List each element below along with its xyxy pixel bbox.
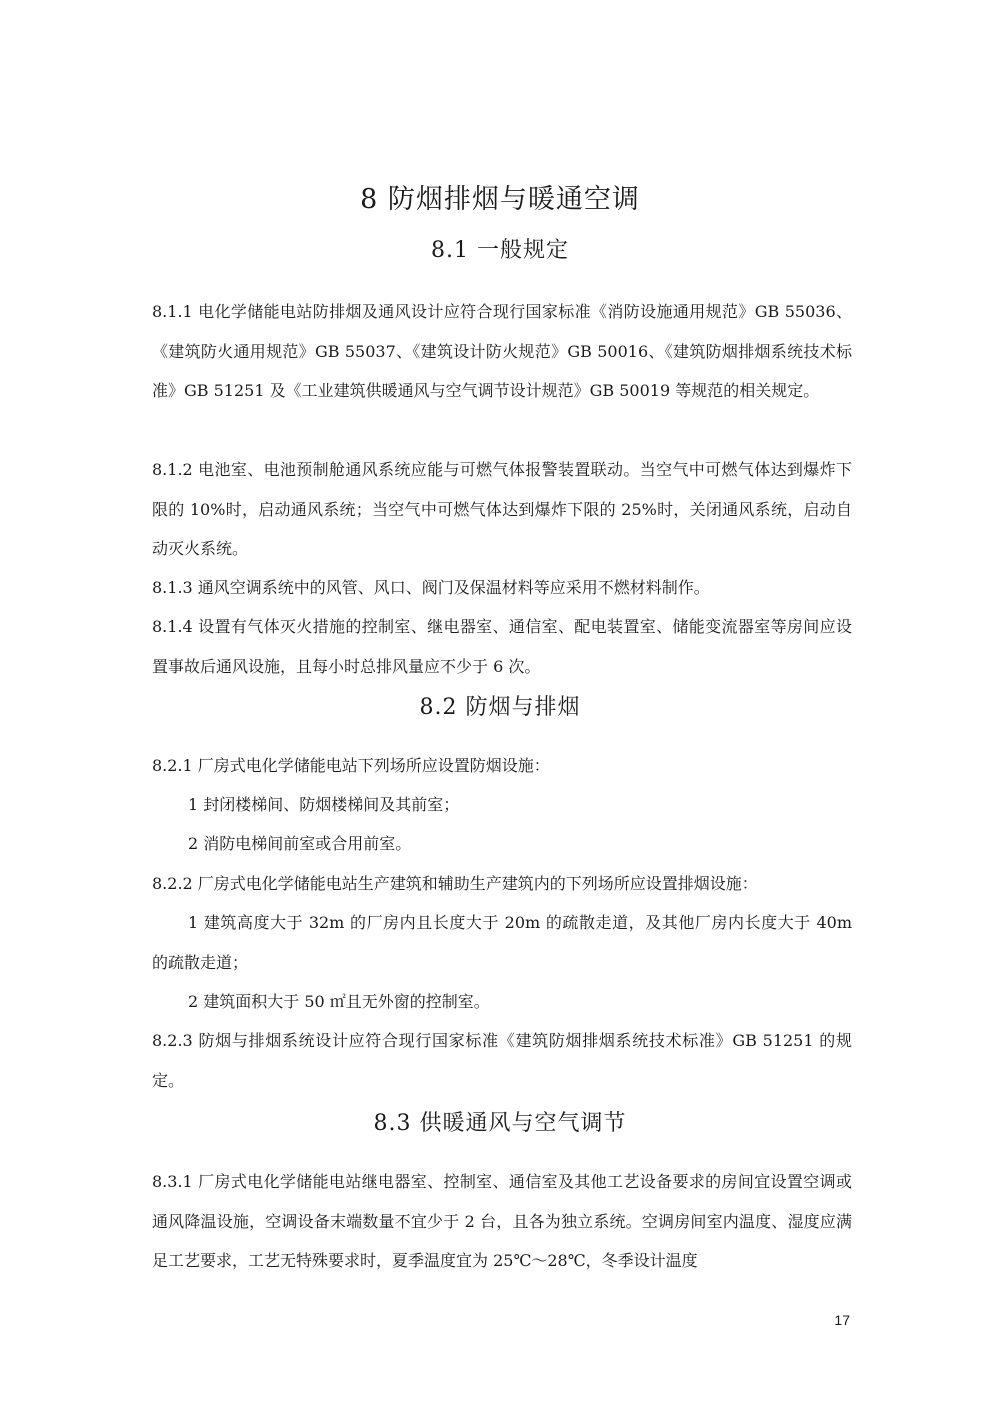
page-number: 17 [834,1312,850,1328]
section-title-8-2: 8.2 防烟与排烟 [419,695,581,720]
clause-8-2-1-item-2: 2 消防电梯间前室或合用前室。 [188,834,412,853]
clause-8-1-3: 8.1.3 通风空调系统中的风管、风口、阀门及保温材料等应采用不燃材料制作。 [152,578,710,597]
clause-8-1-2: 8.1.2 电池室、电池预制舱通风系统应能与可燃气体报警装置联动。当空气中可燃气体达到爆炸下限的 10%时，启动通风系统；当空气中可燃气体达到爆炸下限的 25%时，关闭通风系统，启动自动灭火系统。 [152,460,852,558]
clause-8-2-3: 8.2.3 防烟与排烟系统设计应符合现行国家标准《建筑防烟排烟系统技术标准》GB 51251 的规定。 [152,1031,852,1090]
section-title-8-3: 8.3 供暖通风与空气调节 [373,1111,627,1136]
clause-8-1-1: 8.1.1 电化学储能电站防排烟及通风设计应符合现行国家标准《消防设施通用规范》GB 55036、《建筑防火通用规范》GB 55037、《建筑设计防火规范》GB 50016、《建筑防烟排烟系统技术标准》GB 51251 及《工业建筑供暖通风与空气调节设计规范》GB 50019 等规范的相关规定。 [152,302,852,400]
clause-8-3-1: 8.3.1 厂房式电化学储能电站继电器室、控制室、通信室及其他工艺设备要求的房间宜设置空调或通风降温设施，空调设备末端数量不宜少于 2 台，且各为独立系统。空调房间室内温度、湿度应满足工艺要求，工艺无特殊要求时，夏季温度宜为 25℃～28℃，冬季设计温度 [152,1172,852,1270]
clause-8-1-4: 8.1.4 设置有气体灭火措施的控制室、继电器室、通信室、配电装置室、储能变流器室等房间应设置事故后通风设施，且每小时总排风量应不少于 6 次。 [152,617,852,676]
clause-8-2-2-item-1: 1 建筑高度大于 32m 的厂房内且长度大于 20m 的疏散走道，及其他厂房内长度大于 40m 的疏散走道； [152,913,852,972]
clause-8-2-2-item-2: 2 建筑面积大于 50 ㎡且无外窗的控制室。 [188,992,490,1011]
chapter-title: 8 防烟排烟与暖通空调 [360,184,640,215]
section-title-8-1: 8.1 一般规定 [431,238,569,263]
clause-8-2-2: 8.2.2 厂房式电化学储能电站生产建筑和辅助生产建筑内的下列场所应设置排烟设施： [152,874,758,893]
clause-8-2-1-item-1: 1 封闭楼梯间、防烟楼梯间及其前室； [188,795,460,814]
clause-8-2-1: 8.2.1 厂房式电化学储能电站下列场所应设置防烟设施： [152,756,550,775]
